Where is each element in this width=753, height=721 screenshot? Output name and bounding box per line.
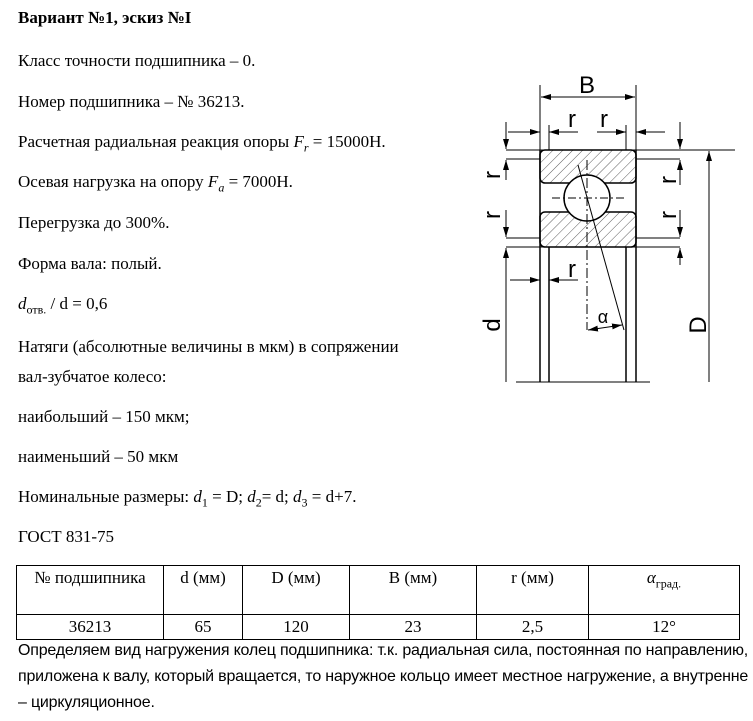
col-header: d (мм): [164, 566, 243, 615]
dim-r: r: [655, 211, 682, 219]
dim-alpha: α: [597, 307, 609, 327]
dim-D: D: [685, 316, 712, 334]
col-header: № подшипника: [17, 566, 164, 615]
table-row: [17, 615, 740, 640]
variant-title: Вариант №1, эскиз №I: [18, 8, 192, 27]
col-header: r (мм): [477, 566, 589, 615]
dim-r: r: [600, 106, 608, 133]
bearing-number: Номер подшипника – № 36213.: [18, 92, 245, 111]
accuracy-class: Класс точности подшипника – 0.: [18, 51, 256, 70]
interference-line1: Натяги (абсолютные величины в мкм) в сопряжении: [18, 337, 399, 356]
radial-reaction: Расчетная радиальная реакция опоры $F_r = 15000Н$.: [18, 132, 386, 155]
axial-load: Осевая нагрузка на опору $F_a = 7000Н$.: [18, 172, 293, 195]
shaft-form: Форма вала: полый.: [18, 254, 162, 273]
gost: ГОСТ 831-75: [18, 527, 115, 546]
col-header: D (мм): [243, 566, 350, 615]
cell: 12°: [589, 615, 740, 640]
dim-d: d: [479, 318, 506, 332]
max-interference: наибольший – 150 мкм;: [18, 407, 190, 426]
cell: 2,5: [477, 615, 589, 640]
cell: 36213: [17, 615, 164, 640]
dim-B: B: [578, 72, 596, 99]
cell: 23: [350, 615, 477, 640]
cell: 65: [164, 615, 243, 640]
dim-r: r: [479, 211, 506, 219]
dim-r: r: [568, 106, 576, 133]
bore-ratio: $d_{отв.} / d = 0,6$: [18, 294, 108, 317]
col-header-alpha: $\alpha_{град.}$: [589, 566, 740, 615]
dim-r: r: [655, 176, 682, 184]
bearing-table: [16, 565, 740, 640]
dim-r: r: [568, 256, 576, 283]
dim-r: r: [479, 171, 506, 179]
conclusion-paragraph: Определяем вид нагружения колец подшипника: т.к. радиальная сила, постоянная по направлению, приложена к валу, который вращается, то наружное кольцо имеет местное нагружение, а внутренне – циркуляционное.: [18, 642, 749, 711]
col-header: B (мм): [350, 566, 477, 615]
min-interference: наименьший – 50 мкм: [18, 447, 179, 466]
cell: 120: [243, 615, 350, 640]
nominal-sizes: Номинальные размеры: $d_1 = D$; $d_2= d$; $d_3 = d+7$.: [18, 487, 357, 510]
interference-line2: вал-зубчатое колесо:: [18, 367, 167, 386]
overload: Перегрузка до 300%.: [18, 213, 170, 232]
